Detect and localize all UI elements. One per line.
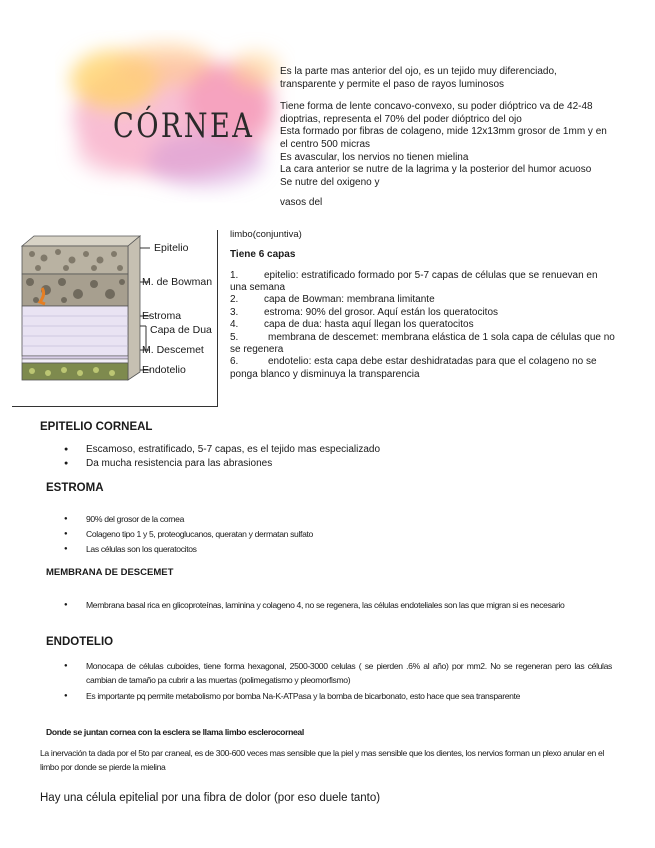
epitelio-list: [64, 443, 584, 471]
label-dua: Capa de Dua: [150, 324, 212, 336]
cornea-diagram: [12, 230, 218, 407]
label-epitelio: Epitelio: [154, 242, 189, 254]
label-endotelio: Endotelio: [142, 364, 186, 376]
intro-paragraph: Es la parte mas anterior del ojo, es un tejido muy diferenciado, transparente y permite el paso de rayos luminosos: [280, 66, 557, 90]
label-descemet: M. Descemet: [142, 344, 204, 356]
page-title: CÓRNEA: [113, 106, 255, 146]
list-item: ● Da mucha resistencia para las abrasiones: [64, 458, 273, 469]
inervacion-note: La inervación ta dada por el 5to par craneal, es de 300-600 veces mas sensible que la piel y mas sensible que los dientes, los nervios forman un plexo anular en el limbo por donde se pierde la mielina: [40, 748, 604, 772]
list-item: 4. capa de dua: hasta aquí llegan los queratocitos: [230, 319, 474, 331]
list-item: ● Colageno tipo 1 y 5, proteoglucanos, queratan y dermatan sulfato: [64, 529, 313, 539]
list-item: ● Escamoso, estratificado, 5-7 capas, es el tejido mas especializado: [64, 444, 381, 455]
descemet-list: [64, 598, 612, 613]
intro-block: [280, 66, 610, 210]
section-heading-epitelio: EPITELIO CORNEAL: [40, 421, 153, 433]
dolor-note: Hay una célula epitelial por una fibra de dolor (por eso duele tanto): [40, 792, 381, 804]
intro-line-nutrition: La cara anterior se nutre de la lagrima y la posterior del humor acuoso: [280, 164, 592, 176]
section-heading-descemet: MEMBRANA DE DESCEMET: [46, 567, 174, 578]
intro-line-collagen: Esta formado por fibras de colageno, mide 12x13mm grosor de 1mm y en el centro 500 micras: [280, 126, 607, 150]
intro-line-limbo: limbo(conjuntiva): [230, 229, 302, 240]
layers-heading: Tiene 6 capas: [230, 249, 296, 260]
intro-line-avascular: Es avascular, los nervios no tienen mielina: [280, 151, 469, 163]
descemet-layer: [22, 359, 128, 363]
endotelio-list: [64, 659, 612, 703]
layers-block: [230, 249, 615, 381]
list-item: ● Monocapa de células cuboides, tiene forma hexagonal, 2500-3000 celulas ( se pierden .6% al año) por mm2. No se regeneran pero las células cambian de tamaño pa cubrir a las muertas (polimegatismo y pleomorfismo): [64, 661, 612, 685]
list-item: 1. epitelio: estratificado formado por 5-7 capas de células que se renuevan en una semana: [230, 269, 598, 293]
list-item: ● Las células son los queratocitos: [64, 544, 197, 554]
layers-list: [230, 270, 615, 382]
estroma-list: [64, 512, 584, 557]
section-heading-estroma: ESTROMA: [46, 482, 104, 494]
limbo-note: Donde se juntan cornea con la esclera se llama limbo esclerocorneal: [46, 727, 304, 737]
intro-line-oxygen: Se nutre del oxigeno y: [280, 176, 380, 188]
list-item: 2. capa de Bowman: membrana limitante: [230, 294, 435, 306]
label-bowman: M. de Bowman: [142, 276, 213, 288]
list-item: ● Es importante pq permite metabolismo por bomba Na-K-ATPasa y la bomba de bicarbonato, esto hace que sea transparente: [64, 691, 521, 701]
estroma-layer: [22, 306, 128, 356]
cornea-layers-illustration: [12, 230, 217, 406]
intro-line-shape: Tiene forma de lente concavo-convexo, su poder dióptrico va de 42-48 dioptrias, representa el 70% del poder dióptrico del ojo: [280, 101, 593, 125]
list-item: ● Membrana basal rica en glicoproteínas, laminina y colageno 4, no se regenera, las células endoteliales son las que migran si es necesario: [64, 600, 565, 610]
list-item: 3. estroma: 90% del grosor. Aquí están los queratocitos: [230, 306, 499, 318]
list-item: 5. membrana de descemet: membrana elástica de 1 sola capa de células que no se regenera: [230, 331, 615, 356]
label-estroma: Estroma: [142, 310, 182, 322]
section-heading-endotelio: ENDOTELIO: [46, 636, 114, 648]
list-item: ● 90% del grosor de la cornea: [64, 514, 185, 524]
intro-line-vasos: vasos del: [280, 197, 323, 209]
list-item: 6. endotelio: esta capa debe estar deshidratadas para que el colageno no se ponga blanco y disminuya la transparencia: [230, 356, 597, 380]
